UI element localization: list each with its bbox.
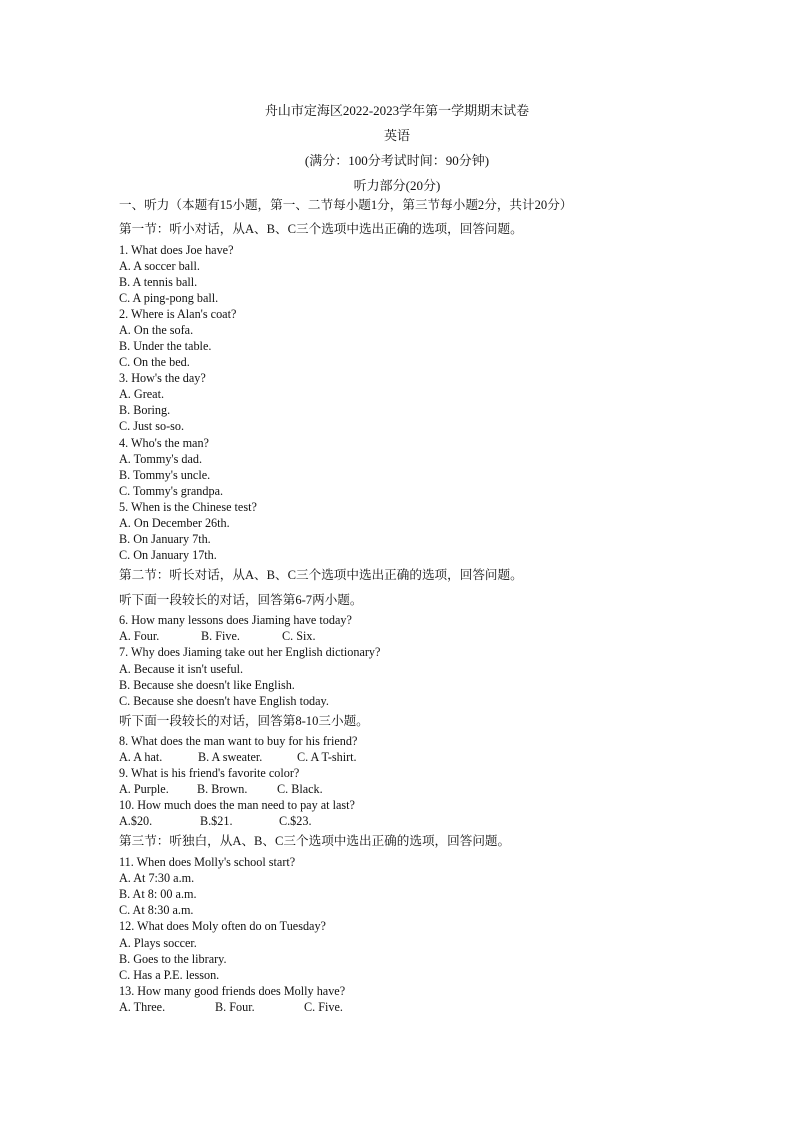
exam-meta: (满分：100分考试时间：90分钟) — [304, 153, 490, 168]
question-4: 4. Who's the man? — [119, 436, 209, 450]
q6-option-b: B. Five. — [201, 629, 240, 643]
question-9: 9. What is his friend's favorite color? — [119, 766, 300, 780]
q13-option-a: A. Three. — [119, 1000, 166, 1014]
question-12: 12. What does Moly often do on Tuesday? — [119, 919, 326, 933]
question-1: 1. What does Joe have? — [119, 243, 234, 257]
subject-title: 英语 — [383, 128, 410, 143]
question-13: 13. How many good friends does Molly have? — [119, 984, 346, 998]
q6-option-a: A. Four. — [119, 629, 160, 643]
q2-option-b: B. Under the table. — [119, 339, 212, 353]
q9-option-c: C. Black. — [277, 782, 323, 796]
q13-option-c: C. Five. — [304, 1000, 343, 1014]
section1-heading: 第一节：听小对话，从A、B、C三个选项中选出正确的选项，回答问题。 — [119, 222, 523, 236]
q7-option-c: C. Because she doesn't have English today. — [119, 694, 329, 708]
q10-option-b: B.$21. — [200, 814, 233, 828]
q1-option-a: A. A soccer ball. — [119, 259, 200, 273]
q5-option-b: B. On January 7th. — [119, 532, 211, 546]
q3-option-c: C. Just so-so. — [119, 419, 185, 433]
question-5: 5. When is the Chinese test? — [119, 500, 257, 514]
q7-option-a: A. Because it isn't useful. — [119, 662, 244, 676]
q11-option-b: B. At 8: 00 a.m. — [119, 887, 197, 901]
question-7: 7. Why does Jiaming take out her English dictionary? — [119, 645, 381, 659]
q12-option-c: C. Has a P.E. lesson. — [119, 968, 220, 982]
part1-heading: 一、听力（本题有15小题，第一、二节每小题1分，第三节每小题2分，共计20分） — [119, 198, 573, 212]
q9-option-a: A. Purple. — [119, 782, 169, 796]
q8-option-c: C. A T-shirt. — [297, 750, 357, 764]
q3-option-b: B. Boring. — [119, 403, 171, 417]
section2-heading: 第二节：听长对话，从A、B、C三个选项中选出正确的选项，回答问题。 — [119, 568, 523, 582]
q8-option-a: A. A hat. — [119, 750, 163, 764]
q8-options — [119, 750, 357, 765]
exam-title: 舟山市定海区2022-2023学年第一学期期末试卷 — [264, 103, 530, 118]
q8-option-b: B. A sweater. — [198, 750, 263, 764]
q10-options — [119, 814, 312, 829]
q4-option-b: B. Tommy's uncle. — [119, 468, 211, 482]
question-6: 6. How many lessons does Jiaming have today? — [119, 613, 352, 627]
q4-option-a: A. Tommy's dad. — [119, 452, 203, 466]
q3-option-a: A. Great. — [119, 387, 165, 401]
q10-option-a: A.$20. — [119, 814, 153, 828]
question-11: 11. When does Molly's school start? — [119, 855, 296, 869]
q6-options — [119, 629, 316, 644]
q11-option-c: C. At 8:30 a.m. — [119, 903, 194, 917]
q10-option-c: C.$23. — [279, 814, 312, 828]
q2-option-c: C. On the bed. — [119, 355, 190, 369]
q1-option-b: B. A tennis ball. — [119, 275, 198, 289]
q7-option-b: B. Because she doesn't like English. — [119, 678, 295, 692]
q13-option-b: B. Four. — [215, 1000, 255, 1014]
q4-option-c: C. Tommy's grandpa. — [119, 484, 224, 498]
question-8: 8. What does the man want to buy for his friend? — [119, 734, 358, 748]
q6-option-c: C. Six. — [282, 629, 316, 643]
section3-heading: 第三节：听独白，从A、B、C三个选项中选出正确的选项，回答问题。 — [119, 834, 511, 848]
instruction-6-7: 听下面一段较长的对话，回答第6-7两小题。 — [119, 593, 363, 607]
question-2: 2. Where is Alan's coat? — [119, 307, 237, 321]
listening-part-title: 听力部分(20分) — [353, 178, 441, 193]
q1-option-c: C. A ping-pong ball. — [119, 291, 219, 305]
q9-options — [119, 782, 323, 797]
q11-option-a: A. At 7:30 a.m. — [119, 871, 195, 885]
q5-option-a: A. On December 26th. — [119, 516, 230, 530]
q2-option-a: A. On the sofa. — [119, 323, 194, 337]
q12-option-a: A. Plays soccer. — [119, 936, 197, 950]
question-10: 10. How much does the man need to pay at last? — [119, 798, 355, 812]
q5-option-c: C. On January 17th. — [119, 548, 217, 562]
question-3: 3. How's the day? — [119, 371, 206, 385]
q12-option-b: B. Goes to the library. — [119, 952, 227, 966]
q9-option-b: B. Brown. — [197, 782, 248, 796]
instruction-8-10: 听下面一段较长的对话，回答第8-10三小题。 — [119, 714, 369, 728]
q13-options — [119, 1000, 343, 1015]
